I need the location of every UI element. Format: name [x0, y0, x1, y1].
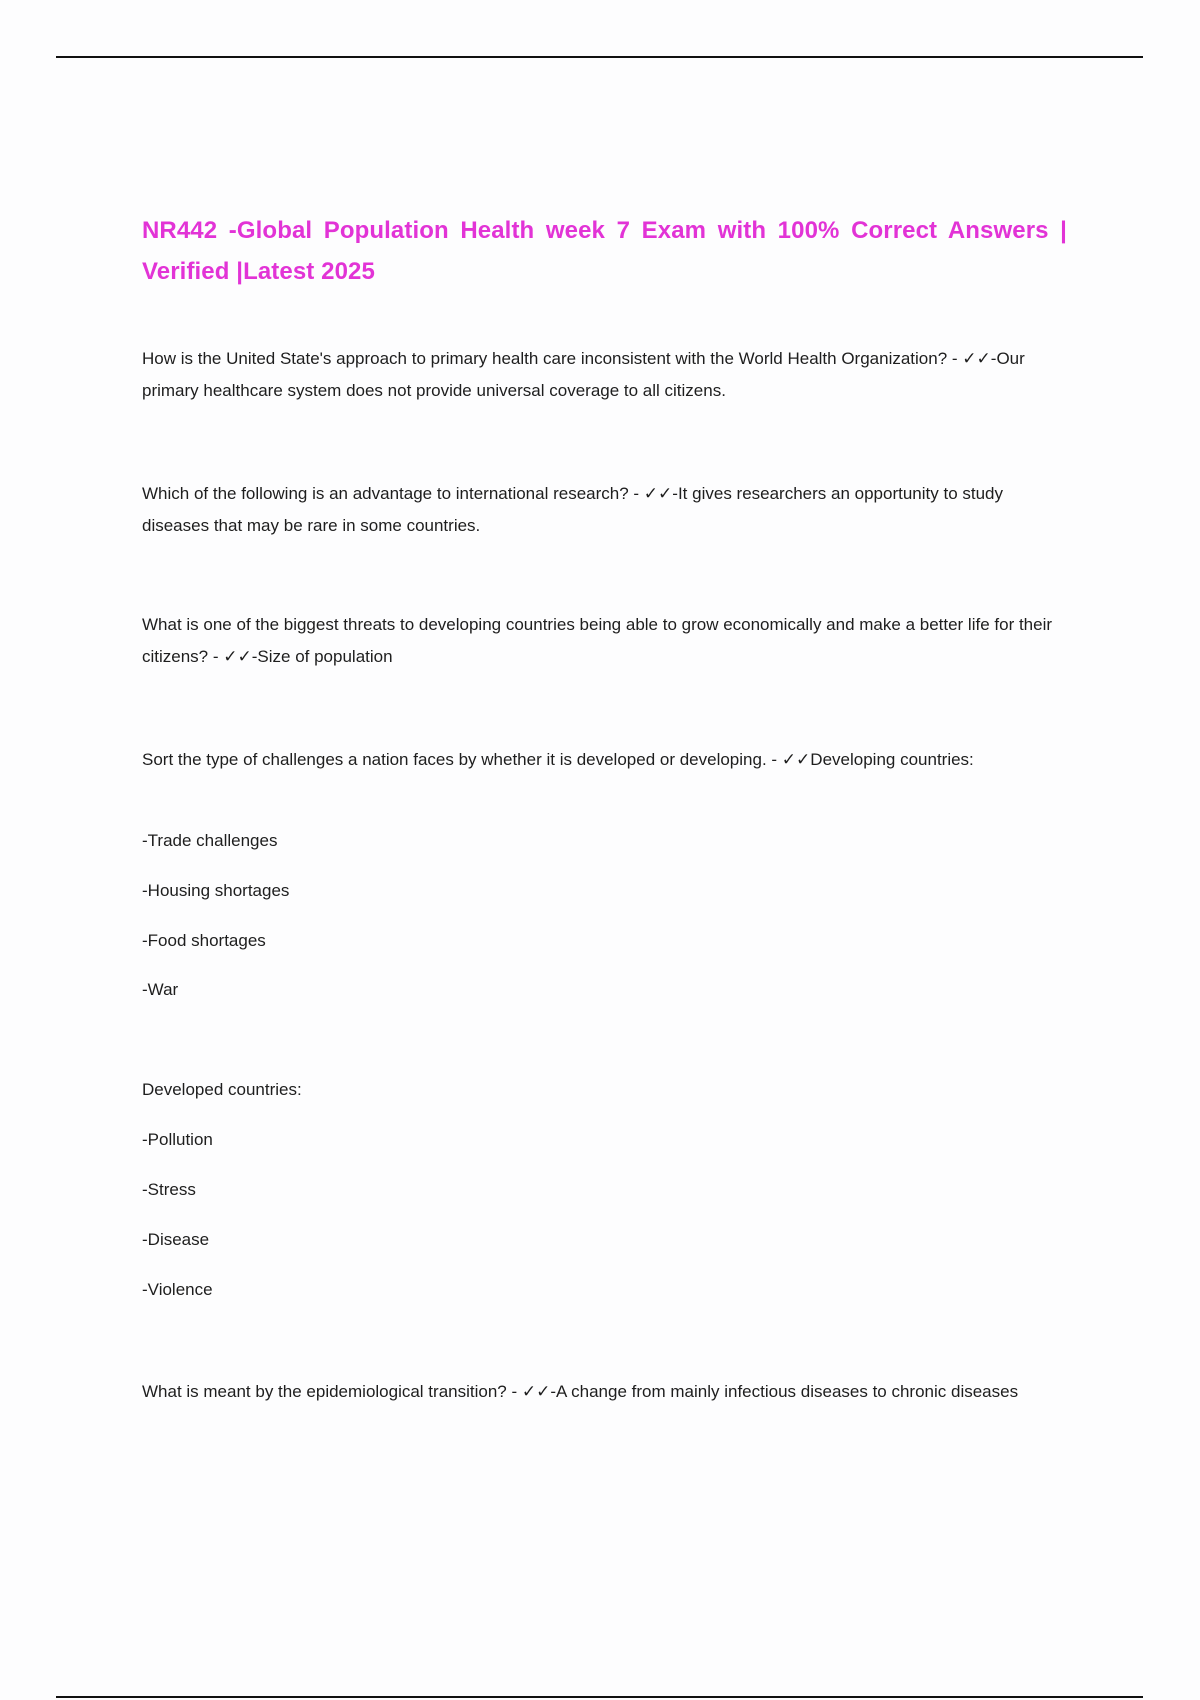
check-mark-icon: ✓✓	[781, 750, 811, 770]
developed-heading: Developed countries:	[142, 1080, 302, 1099]
developed-item-disease: -Disease	[142, 1230, 210, 1249]
check-mark-icon: ✓✓	[643, 484, 673, 504]
answer-text: -Our primary healthcare system does not provide universal coverage to all citizens.	[142, 349, 1025, 400]
developed-item-stress: -Stress	[142, 1180, 196, 1199]
question-text: Sort the type of challenges a nation faces by whether it is developed or developing. -	[142, 750, 782, 769]
question-text: What is one of the biggest threats to developing countries being able to grow economically and make a better life for their citizens? -	[142, 615, 1053, 666]
question-text: How is the United State's approach to primary health care inconsistent with the World Health Organization? -	[142, 349, 963, 368]
developed-item-pollution: -Pollution	[142, 1130, 213, 1149]
developing-item-food: -Food shortages	[142, 931, 266, 950]
answer-text: -A change from mainly infectious diseases to chronic diseases	[550, 1382, 1019, 1401]
check-mark-icon: ✓✓	[962, 349, 991, 369]
qa-item-2	[142, 478, 1067, 542]
qa-item-5	[142, 1376, 1067, 1408]
qa-item-3	[142, 609, 1067, 673]
developing-item-housing: -Housing shortages	[142, 881, 290, 900]
header-rule	[56, 56, 1143, 58]
question-text: What is meant by the epidemiological transition? -	[142, 1382, 522, 1401]
check-mark-icon: ✓✓	[223, 647, 252, 667]
footer-rule	[56, 1696, 1143, 1698]
answer-text: Developing countries:	[810, 750, 974, 769]
answer-text: -Size of population	[251, 647, 393, 666]
qa-item-1	[142, 343, 1067, 407]
document-title: NR442 -Global Population Health week 7 Exam with 100% Correct Answers | Verified |Latest 2025	[142, 217, 1067, 285]
developed-item-violence: -Violence	[142, 1280, 213, 1299]
check-mark-icon: ✓✓	[521, 1382, 551, 1402]
developing-item-war: -War	[142, 980, 179, 999]
qa-item-4	[142, 744, 1067, 776]
question-text: Which of the following is an advantage to international research? -	[142, 484, 644, 503]
developing-item-trade: -Trade challenges	[142, 831, 278, 850]
answer-text: -It gives researchers an opportunity to study diseases that may be rare in some countries.	[142, 484, 1004, 535]
